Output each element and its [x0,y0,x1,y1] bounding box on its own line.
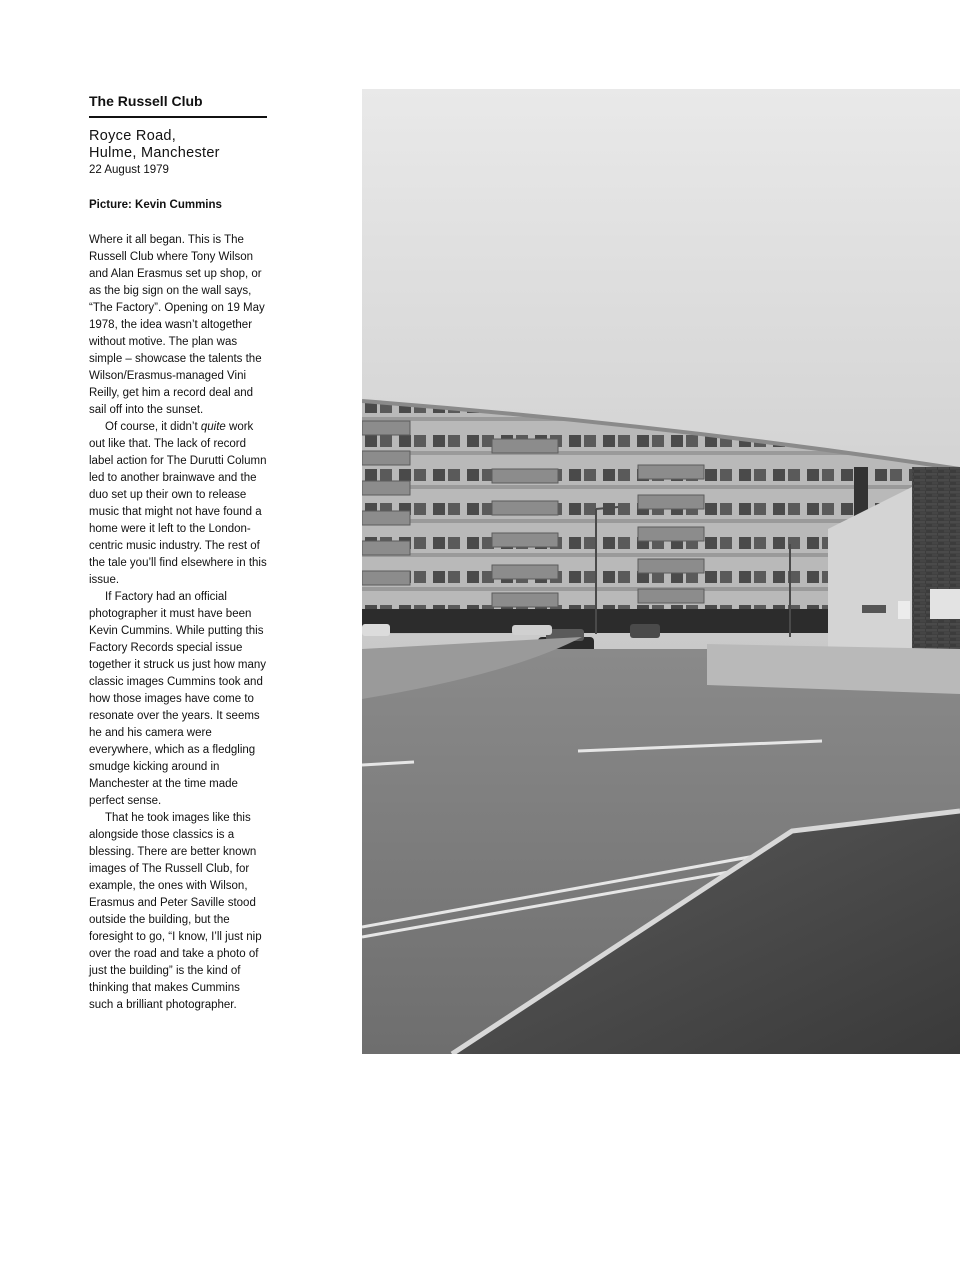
address [89,128,267,162]
paragraph-3: If Factory had an official photographer it must have been Kevin Cummins. While putting this Factory Records special issue together it struck us just how many classic images Cummins took and how those images have come to resonate over the years. It seems he and his camera were everywhere, which as a fledgling smudge kicking around in Manchester at the time made perfect sense. [89,591,267,807]
photo-credit: Picture: Kevin Cummins [89,199,222,211]
paragraph-1: Where it all began. This is The Russell Club where Tony Wilson and Alan Erasmus set up shop, or as the big sign on the wall says, “The Factory”. Opening on 19 May 1978, the idea wasn’t altogether without motive. The plan was simple – showcase the talents the Wilson/Erasmus-managed Vini Reilly, get him a record deal and sail off into the sunset. [89,234,265,416]
paragraph-2 [89,419,267,589]
photo-date: 22 August 1979 [89,164,169,176]
article-title: The Russell Club [89,92,267,118]
address-line-2: Hulme, Manchester [89,145,220,161]
address-line-1: Royce Road, [89,128,177,144]
photo-illustration [362,89,960,1054]
russell-club-photo [362,89,960,1054]
paragraph-2-start: Of course, it didn’t [105,421,201,433]
paragraph-2-end: work out like that. The lack of record label action for The Durutti Column led to another brainwave and the duo set up their own to release music that might not have found a home were it left to the London-centric music industry. The rest of the tale you’ll find elsewhere in this issue. [89,421,267,586]
article-column [89,92,267,1014]
paragraph-4: That he took images like this alongside those classics is a blessing. There are better known images of The Russell Club, for example, the ones with Wilson, Erasmus and Peter Saville stood outside the building, but the foresight to go, “I know, I’ll just nip over the road and take a photo of just the building” is the kind of thinking that makes Cummins such a brilliant photographer. [89,812,262,1011]
article-body [89,232,267,1014]
paragraph-2-emphasis: quite [200,421,226,433]
